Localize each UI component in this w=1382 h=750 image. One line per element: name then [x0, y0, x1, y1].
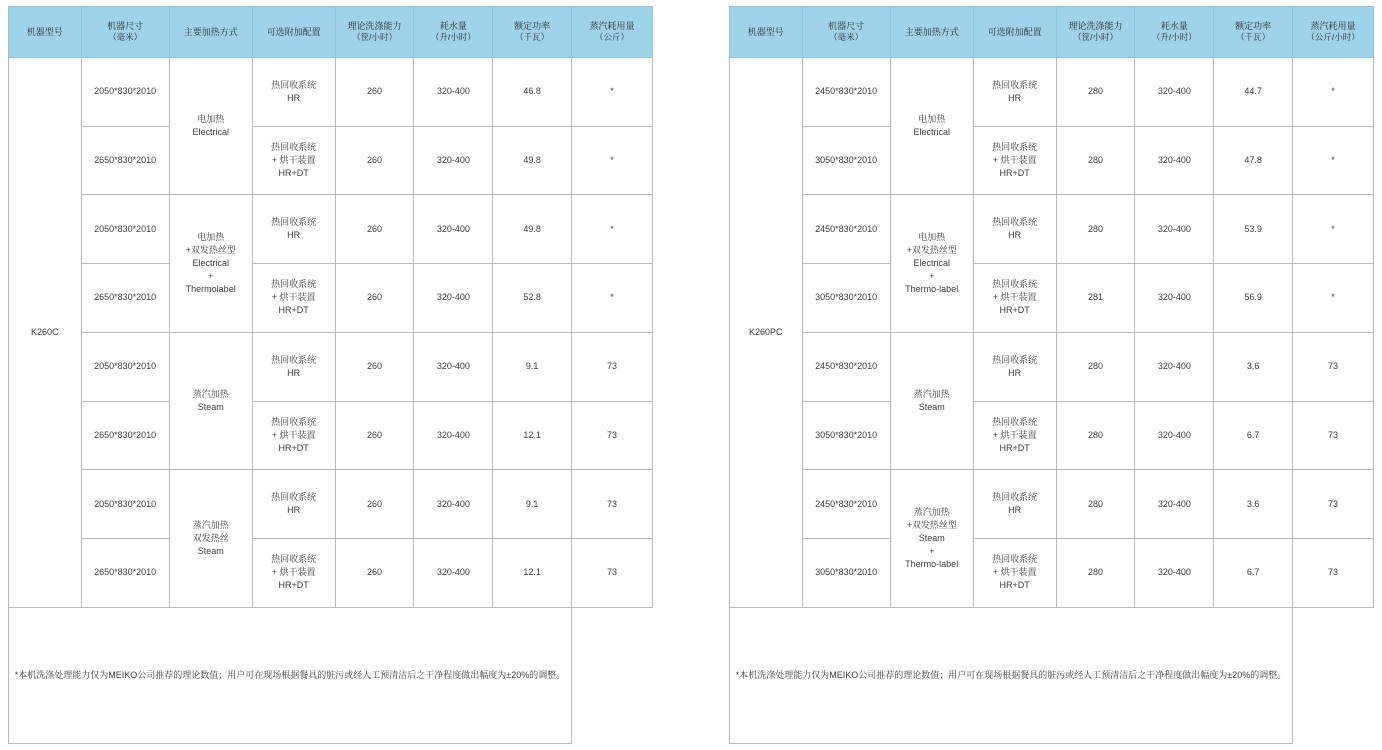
table-row — [730, 332, 1374, 401]
water-consumption-cell: 320-400 — [1135, 58, 1214, 127]
spec-table-k260c — [8, 6, 653, 744]
column-header-main: 可选附加配置 — [266, 26, 321, 37]
heating-method-line: Electrical — [913, 127, 950, 138]
optional-config-line: 热回收系统 — [992, 79, 1038, 90]
optional-config-line: + 烘干装置 — [992, 429, 1037, 440]
footnote-text: *本机洗涤处理能力仅为MEIKO公司推荐的理论数值；用户可在现场根据餐具的脏污或经人工预清洁后之干净程度做出幅度为±20%的调整。 — [730, 607, 1293, 743]
optional-config-line: 热回收系统 — [271, 416, 317, 427]
column-header-main: 可选附加配置 — [987, 26, 1042, 37]
heating-method-cell — [169, 470, 252, 607]
heating-method-line: 电加热 — [918, 231, 946, 242]
rated-power-cell: 49.8 — [493, 126, 572, 195]
column-header-unit: （千瓦） — [1236, 32, 1271, 43]
water-consumption-cell: 320-400 — [414, 470, 493, 539]
optional-config-cell — [973, 538, 1056, 607]
heating-method-line: Steam — [197, 402, 224, 413]
optional-config-line: 热回收系统 — [271, 279, 317, 290]
table-row — [9, 195, 653, 264]
optional-config-cell — [252, 195, 335, 264]
optional-config-cell — [252, 126, 335, 195]
optional-config-line: 热回收系统 — [992, 554, 1038, 565]
table-row — [9, 58, 653, 127]
heating-method-line: 蒸汽加热 — [192, 519, 229, 530]
column-header-main: 耗水量 — [1160, 20, 1188, 31]
column-header — [493, 7, 572, 58]
machine-size-cell: 2650*830*2010 — [81, 401, 169, 470]
table-row — [730, 58, 1374, 127]
column-header-main: 机器尺寸 — [107, 20, 144, 31]
optional-config-cell — [252, 401, 335, 470]
steam-consumption-cell: 73 — [572, 538, 653, 607]
wash-capacity-cell: 280 — [1056, 401, 1135, 470]
heating-method-line: Electrical — [192, 127, 229, 138]
machine-size-cell: 2050*830*2010 — [81, 58, 169, 127]
rated-power-cell: 46.8 — [493, 58, 572, 127]
rated-power-cell: 56.9 — [1214, 264, 1293, 333]
table-note-row — [730, 607, 1374, 743]
table-row — [9, 126, 653, 195]
water-consumption-cell: 320-400 — [414, 58, 493, 127]
column-header-main: 蒸汽耗用量 — [1310, 20, 1356, 31]
optional-config-cell — [973, 470, 1056, 539]
machine-size-cell: 2450*830*2010 — [802, 58, 890, 127]
column-header — [730, 7, 803, 58]
optional-config-cell — [252, 264, 335, 333]
steam-consumption-cell: 73 — [1293, 332, 1374, 401]
heating-method-line: Steam — [918, 532, 945, 543]
rated-power-cell: 9.1 — [493, 332, 572, 401]
table-row — [730, 401, 1374, 470]
steam-consumption-cell: * — [1293, 264, 1374, 333]
wash-capacity-cell: 280 — [1056, 58, 1135, 127]
steam-consumption-cell: 73 — [1293, 538, 1374, 607]
rated-power-cell: 12.1 — [493, 401, 572, 470]
heating-method-line: 蒸汽加热 — [913, 506, 950, 517]
heating-method-line: +双发热丝型 — [906, 245, 957, 256]
rated-power-cell: 6.7 — [1214, 401, 1293, 470]
heating-method-line: Thermo-label — [905, 558, 959, 569]
column-header-main: 额定功率 — [1235, 20, 1272, 31]
machine-size-cell: 2450*830*2010 — [802, 195, 890, 264]
steam-consumption-cell: * — [572, 126, 653, 195]
steam-consumption-cell: 73 — [1293, 401, 1374, 470]
column-header-unit: （升/小时） — [1151, 32, 1197, 43]
optional-config-line: HR — [1008, 92, 1022, 103]
optional-config-line: HR — [1008, 367, 1022, 378]
machine-size-cell: 3050*830*2010 — [802, 126, 890, 195]
column-header — [81, 7, 169, 58]
column-header-unit: （公斤） — [595, 32, 630, 43]
optional-config-cell — [973, 264, 1056, 333]
water-consumption-cell: 320-400 — [414, 126, 493, 195]
optional-config-line: + 烘干装置 — [992, 567, 1037, 578]
column-header-unit: （筐/小时） — [1073, 32, 1118, 43]
heating-method-line: 电加热 — [197, 114, 225, 125]
water-consumption-cell: 320-400 — [1135, 401, 1214, 470]
table-row — [9, 332, 653, 401]
column-header — [572, 7, 653, 58]
table-header-row — [9, 7, 653, 58]
heating-method-cell — [169, 58, 252, 195]
column-header-main: 机器尺寸 — [828, 20, 865, 31]
table-row — [730, 195, 1374, 264]
water-consumption-cell: 320-400 — [414, 264, 493, 333]
column-header-main: 蒸汽耗用量 — [589, 20, 635, 31]
heating-method-line: Thermolabel — [185, 284, 236, 295]
steam-consumption-cell: 73 — [572, 401, 653, 470]
optional-config-line: 热回收系统 — [271, 141, 317, 152]
column-header-main: 机器型号 — [26, 26, 63, 37]
optional-config-line: HR — [1008, 230, 1022, 241]
column-header-main: 理论洗涤能力 — [347, 20, 402, 31]
wash-capacity-cell: 280 — [1056, 470, 1135, 539]
machine-size-cell: 2450*830*2010 — [802, 332, 890, 401]
machine-model-cell: K260C — [9, 58, 82, 608]
optional-config-line: HR+DT — [999, 580, 1030, 591]
rated-power-cell: 9.1 — [493, 470, 572, 539]
column-header-main: 主要加热方式 — [904, 26, 959, 37]
column-header — [1056, 7, 1135, 58]
optional-config-line: 热回收系统 — [992, 492, 1038, 503]
optional-config-cell — [973, 401, 1056, 470]
optional-config-line: 热回收系统 — [992, 279, 1038, 290]
machine-size-cell: 2450*830*2010 — [802, 470, 890, 539]
column-header — [802, 7, 890, 58]
steam-consumption-cell: * — [1293, 195, 1374, 264]
column-header — [973, 7, 1056, 58]
table-row — [730, 538, 1374, 607]
water-consumption-cell: 320-400 — [414, 538, 493, 607]
optional-config-line: + 烘干装置 — [992, 292, 1037, 303]
column-header — [1293, 7, 1374, 58]
heating-method-cell — [890, 58, 973, 195]
steam-consumption-cell: * — [1293, 58, 1374, 127]
water-consumption-cell: 320-400 — [414, 195, 493, 264]
water-consumption-cell: 320-400 — [1135, 332, 1214, 401]
optional-config-line: 热回收系统 — [271, 354, 317, 365]
optional-config-cell — [973, 126, 1056, 195]
column-header-unit: （毫米） — [108, 32, 143, 43]
optional-config-line: HR+DT — [999, 168, 1030, 179]
optional-config-cell — [252, 58, 335, 127]
steam-consumption-cell: * — [572, 58, 653, 127]
column-header-main: 理论洗涤能力 — [1068, 20, 1123, 31]
water-consumption-cell: 320-400 — [414, 332, 493, 401]
water-consumption-cell: 320-400 — [414, 401, 493, 470]
heating-method-line: Steam — [918, 402, 945, 413]
column-header-unit: （升/小时） — [430, 32, 476, 43]
heating-method-line: 双发热丝 — [192, 532, 229, 543]
optional-config-line: HR+DT — [278, 580, 309, 591]
rated-power-cell: 12.1 — [493, 538, 572, 607]
water-consumption-cell: 320-400 — [1135, 470, 1214, 539]
optional-config-line: 热回收系统 — [992, 141, 1038, 152]
wash-capacity-cell: 280 — [1056, 126, 1135, 195]
wash-capacity-cell: 281 — [1056, 264, 1135, 333]
heating-method-line: + — [929, 271, 935, 282]
machine-size-cell: 2650*830*2010 — [81, 264, 169, 333]
machine-size-cell: 2050*830*2010 — [81, 470, 169, 539]
column-header-unit: （公斤/小时） — [1306, 32, 1360, 43]
water-consumption-cell: 320-400 — [1135, 195, 1214, 264]
machine-size-cell: 2650*830*2010 — [81, 126, 169, 195]
column-header — [414, 7, 493, 58]
optional-config-line: 热回收系统 — [992, 354, 1038, 365]
optional-config-line: 热回收系统 — [271, 492, 317, 503]
steam-consumption-cell: 73 — [1293, 470, 1374, 539]
table-row — [730, 470, 1374, 539]
optional-config-line: 热回收系统 — [271, 79, 317, 90]
column-header — [335, 7, 414, 58]
heating-method-cell — [890, 470, 973, 607]
optional-config-line: HR+DT — [278, 305, 309, 316]
heating-method-line: 蒸汽加热 — [192, 388, 229, 399]
optional-config-line: HR+DT — [999, 305, 1030, 316]
heating-method-line: 蒸汽加热 — [913, 388, 950, 399]
optional-config-line: HR — [287, 367, 301, 378]
optional-config-line: + 烘干装置 — [271, 155, 316, 166]
optional-config-line: + 烘干装置 — [271, 567, 316, 578]
heating-method-cell — [890, 332, 973, 469]
heating-method-line: 电加热 — [918, 114, 946, 125]
optional-config-cell — [973, 195, 1056, 264]
machine-size-cell: 3050*830*2010 — [802, 401, 890, 470]
table-row — [9, 470, 653, 539]
rated-power-cell: 44.7 — [1214, 58, 1293, 127]
table-header-row — [730, 7, 1374, 58]
heating-method-cell — [169, 332, 252, 469]
heating-method-line: Electrical — [192, 258, 229, 269]
column-header — [252, 7, 335, 58]
column-header — [1214, 7, 1293, 58]
steam-consumption-cell: * — [572, 195, 653, 264]
heating-method-line: + — [929, 545, 935, 556]
rated-power-cell: 6.7 — [1214, 538, 1293, 607]
heating-method-line: + — [208, 271, 214, 282]
steam-consumption-cell: * — [1293, 126, 1374, 195]
wash-capacity-cell: 260 — [335, 264, 414, 333]
water-consumption-cell: 320-400 — [1135, 538, 1214, 607]
water-consumption-cell: 320-400 — [1135, 126, 1214, 195]
heating-method-line: +双发热丝型 — [906, 519, 957, 530]
rated-power-cell: 49.8 — [493, 195, 572, 264]
column-header-unit: （毫米） — [829, 32, 864, 43]
heating-method-cell — [890, 195, 973, 332]
column-header — [1135, 7, 1214, 58]
optional-config-cell — [252, 538, 335, 607]
optional-config-line: HR+DT — [278, 442, 309, 453]
optional-config-cell — [252, 470, 335, 539]
heating-method-cell — [169, 195, 252, 332]
optional-config-line: 热回收系统 — [271, 554, 317, 565]
heating-method-line: Electrical — [913, 258, 950, 269]
table-row — [9, 538, 653, 607]
steam-consumption-cell: 73 — [572, 332, 653, 401]
machine-size-cell: 3050*830*2010 — [802, 264, 890, 333]
optional-config-line: HR — [287, 230, 301, 241]
machine-size-cell: 2050*830*2010 — [81, 195, 169, 264]
wash-capacity-cell: 260 — [335, 470, 414, 539]
optional-config-line: HR — [287, 505, 301, 516]
machine-model-cell: K260PC — [730, 58, 803, 608]
footnote-text: *本机洗涤处理能力仅为MEIKO公司推荐的理论数值；用户可在现场根据餐具的脏污或经人工预清洁后之干净程度做出幅度为±20%的调整。 — [9, 607, 572, 743]
rated-power-cell: 3.6 — [1214, 470, 1293, 539]
optional-config-cell — [252, 332, 335, 401]
steam-consumption-cell: * — [572, 264, 653, 333]
rated-power-cell: 3.6 — [1214, 332, 1293, 401]
wash-capacity-cell: 260 — [335, 195, 414, 264]
heating-method-line: Thermo-label — [905, 284, 959, 295]
optional-config-line: + 烘干装置 — [271, 292, 316, 303]
table-row — [9, 401, 653, 470]
optional-config-line: + 烘干装置 — [271, 429, 316, 440]
rated-power-cell: 53.9 — [1214, 195, 1293, 264]
spec-table-k260pc — [729, 6, 1374, 744]
wash-capacity-cell: 260 — [335, 58, 414, 127]
machine-size-cell: 2650*830*2010 — [81, 538, 169, 607]
heating-method-line: +双发热丝型 — [185, 245, 236, 256]
machine-size-cell: 2050*830*2010 — [81, 332, 169, 401]
column-header — [169, 7, 252, 58]
optional-config-cell — [973, 332, 1056, 401]
optional-config-line: HR+DT — [278, 168, 309, 179]
wash-capacity-cell: 280 — [1056, 332, 1135, 401]
wash-capacity-cell: 260 — [335, 332, 414, 401]
rated-power-cell: 47.8 — [1214, 126, 1293, 195]
column-header-main: 机器型号 — [747, 26, 784, 37]
rated-power-cell: 52.8 — [493, 264, 572, 333]
column-header-unit: （千瓦） — [515, 32, 550, 43]
table-row — [9, 264, 653, 333]
optional-config-cell — [973, 58, 1056, 127]
wash-capacity-cell: 280 — [1056, 538, 1135, 607]
wash-capacity-cell: 280 — [1056, 195, 1135, 264]
wash-capacity-cell: 260 — [335, 401, 414, 470]
column-header-main: 耗水量 — [439, 20, 467, 31]
column-header — [9, 7, 82, 58]
optional-config-line: HR — [287, 92, 301, 103]
optional-config-line: HR — [1008, 505, 1022, 516]
steam-consumption-cell: 73 — [572, 470, 653, 539]
column-header — [890, 7, 973, 58]
table-note-row — [9, 607, 653, 743]
column-header-main: 额定功率 — [514, 20, 551, 31]
heating-method-line: Steam — [197, 545, 224, 556]
wash-capacity-cell: 260 — [335, 126, 414, 195]
water-consumption-cell: 320-400 — [1135, 264, 1214, 333]
column-header-unit: （筐/小时） — [352, 32, 397, 43]
optional-config-line: 热回收系统 — [992, 217, 1038, 228]
column-header-main: 主要加热方式 — [183, 26, 238, 37]
wash-capacity-cell: 260 — [335, 538, 414, 607]
optional-config-line: + 烘干装置 — [992, 155, 1037, 166]
table-row — [730, 264, 1374, 333]
optional-config-line: HR+DT — [999, 442, 1030, 453]
heating-method-line: 电加热 — [197, 231, 225, 242]
table-row — [730, 126, 1374, 195]
machine-size-cell: 3050*830*2010 — [802, 538, 890, 607]
optional-config-line: 热回收系统 — [992, 416, 1038, 427]
optional-config-line: 热回收系统 — [271, 217, 317, 228]
